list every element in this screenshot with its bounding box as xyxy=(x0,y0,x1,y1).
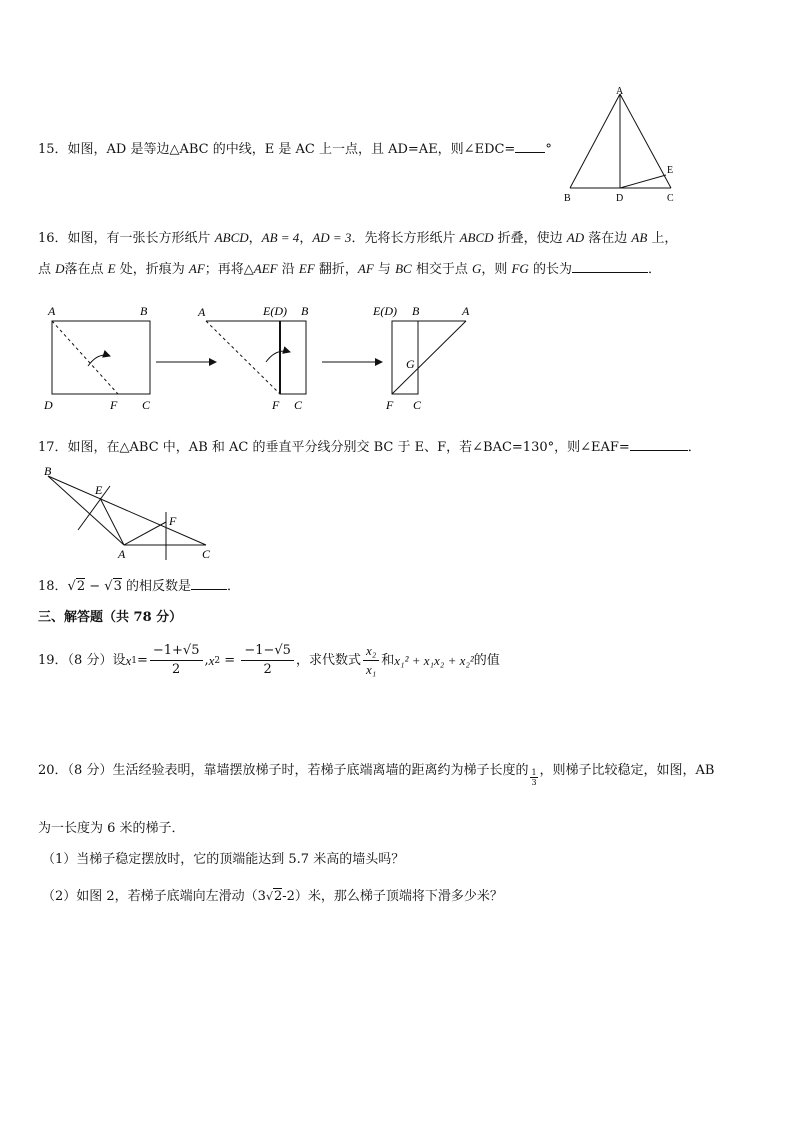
q16-figure-3 xyxy=(372,304,470,412)
q18-answer-blank xyxy=(191,577,227,590)
q16-answer-blank xyxy=(572,260,648,273)
q15-answer-blank xyxy=(515,140,545,153)
q17-text: 17．如图，在△ABC 中，AB 和 AC 的垂直平分线分别交 BC 于 E、F，若∠BAC=130°，则∠EAF= ． xyxy=(38,440,701,455)
q15-label-c: C xyxy=(667,193,674,204)
svg-text:C: C xyxy=(413,398,422,412)
q15-unit: ° xyxy=(545,142,552,157)
q19-fraction-x1: $\frac{-1+√5}{2}$ xyxy=(150,642,203,679)
q15-label-d: D xyxy=(616,193,624,204)
q15-statement: 15．如图，AD 是等边△ABC 的中线，E 是 AC 上一点，且 AD=AE，则∠EDC= xyxy=(38,142,516,157)
svg-text:G: G xyxy=(406,357,415,371)
q20-sub1: （1）当梯子稳定摆放时，它的顶端能达到 5.7 米高的墙头吗？ xyxy=(42,852,405,867)
q15-text xyxy=(38,140,552,159)
svg-text:D: D xyxy=(44,398,53,412)
svg-text:B: B xyxy=(44,464,52,478)
svg-text:E(D): E(D) xyxy=(263,304,287,318)
svg-text:A: A xyxy=(462,304,470,318)
q19-fraction-ratio: $\frac{\text{x₂}}{\text{x₁}}$ xyxy=(363,642,379,679)
svg-text:F: F xyxy=(272,398,280,412)
q16-line1: 16．如图，有一张长方形纸片 ABCD，AB = 4，AD = 3．先将长方形纸片 ABCD 折叠，使边 AD 落在边 AB 上， xyxy=(38,230,678,246)
q17-statement: 17．如图，在△ABC 中，AB 和 AC 的垂直平分线分别交 BC 于 E、F，若∠BAC=130°，则∠EAF= xyxy=(38,440,630,455)
q16-figure-1 xyxy=(43,304,151,412)
svg-text:F: F xyxy=(386,398,394,412)
q18-text: 18．√2 − √3 的相反数是 ． xyxy=(38,579,241,594)
q16-figure-2 xyxy=(197,304,309,412)
q15-label-e: E xyxy=(667,165,674,176)
svg-text:E: E xyxy=(95,483,103,497)
q15-figure xyxy=(560,84,690,206)
svg-text:F: F xyxy=(169,514,177,528)
q17-figure xyxy=(38,462,218,562)
q20-sub2: （2）如图 2，若梯子底端向左滑动（3√2-2）米，那么梯子顶端将下滑多少米？ xyxy=(42,889,503,904)
q19-fraction-x2: $\frac{-1-√5}{2}$ xyxy=(241,642,294,679)
svg-text:A: A xyxy=(118,547,126,561)
svg-text:A: A xyxy=(48,304,56,318)
q16-figures xyxy=(36,300,496,415)
svg-text:C: C xyxy=(142,398,151,412)
svg-text:C: C xyxy=(202,547,211,561)
q15-label-b: B xyxy=(564,193,571,204)
svg-text:F: F xyxy=(110,398,118,412)
section3-title: 三、解答题（共 78 分） xyxy=(38,610,183,625)
q17-answer-blank xyxy=(630,438,688,451)
q15-label-a: A xyxy=(616,86,624,97)
svg-text:C: C xyxy=(294,398,303,412)
svg-text:A: A xyxy=(198,305,206,319)
svg-text:B: B xyxy=(301,304,309,318)
svg-text:B: B xyxy=(412,304,420,318)
q20-line2: 为一长度为 6 米的梯子． xyxy=(38,821,185,836)
q16-line2: 点 D落在点 E 处，折痕为 AF；再将△AEF 沿 EF 翻折，AF 与 BC 相交于点 G，则 FG 的长为 ． xyxy=(38,261,661,277)
q20-line1: 20．（8 分）生活经验表明，靠墙摆放梯子时，若梯子底端离墙的距离约为梯子长度的 1 3 ，则梯子比较稳定，如图，AB xyxy=(38,763,715,787)
svg-text:E(D): E(D) xyxy=(373,304,397,318)
svg-text:B: B xyxy=(140,304,148,318)
q20-fraction: 1 3 xyxy=(531,768,537,787)
q19-text: 19．（8 分）设 x 1 = $\frac{-1+√5}{2}$ , x 2 = $\frac{-1-√5}{2}$ ，求代数式 $\frac{\text{x₂}}{\text{x₁}}$ 和 x₁² + x₁x₂ + x₂² 的值 xyxy=(38,643,500,677)
